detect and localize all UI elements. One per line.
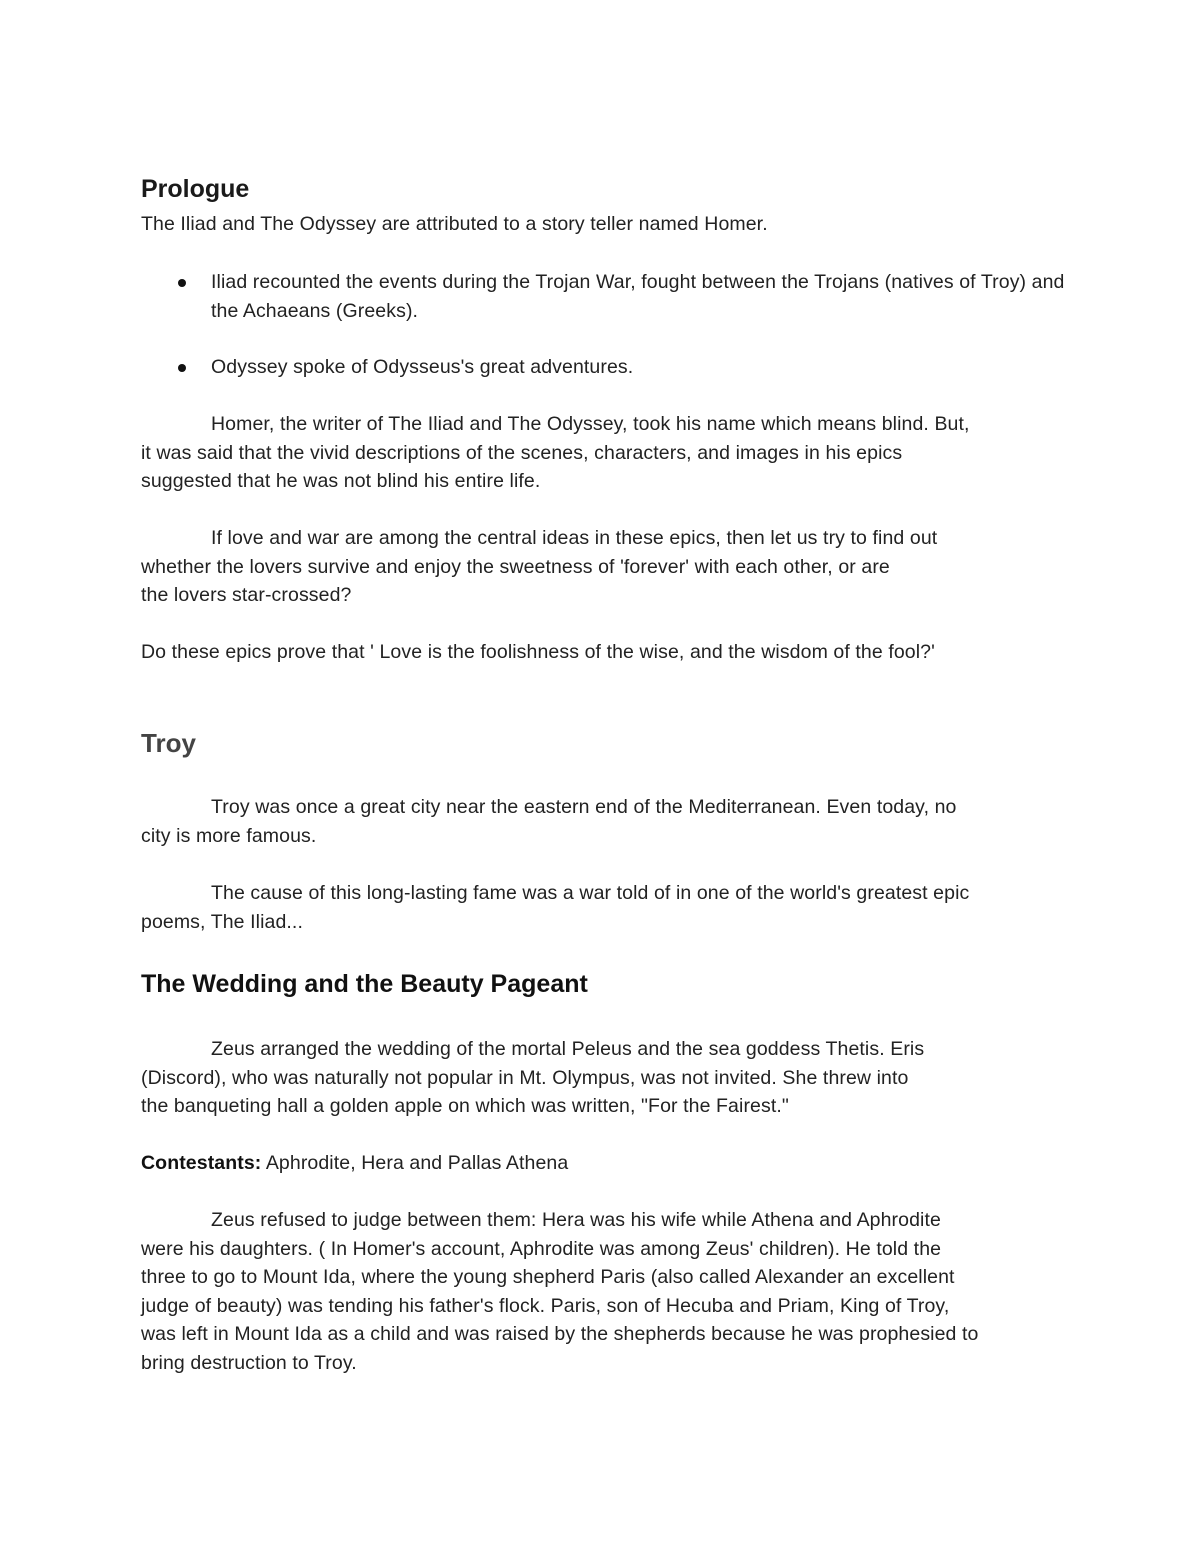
contestants-line <box>141 1149 1071 1178</box>
paragraph-line: If love and war are among the central ideas in these epics, then let us try to find out <box>211 527 938 549</box>
paragraph-line: poems, The Iliad... <box>141 910 303 933</box>
paragraph-line: was left in Mount Ida as a child and was raised by the shepherds because he was prophesied to <box>141 1323 979 1346</box>
paragraph-line: were his daughters. ( In Homer's account, Aphrodite was among Zeus' children). He told the <box>141 1237 942 1260</box>
prologue-heading: Prologue <box>141 175 250 203</box>
bullet-icon <box>178 279 186 287</box>
wedding-paragraph-judge <box>141 1206 1071 1378</box>
prologue-paragraph-love-war <box>141 524 1071 610</box>
paragraph-line: judge of beauty) was tending his father's flock. Paris, son of Hecuba and Priam, King of Troy, <box>141 1294 950 1317</box>
wedding-heading: The Wedding and the Beauty Pageant <box>141 970 588 998</box>
prologue-question: Do these epics prove that ' Love is the foolishness of the wise, and the wisdom of the fool?' <box>141 641 935 663</box>
paragraph-line: (Discord), who was naturally not popular in Mt. Olympus, was not invited. She threw into <box>141 1066 909 1089</box>
paragraph-line: three to go to Mount Ida, where the young shepherd Paris (also called Alexander an excellent <box>141 1266 955 1289</box>
paragraph-line: whether the lovers survive and enjoy the sweetness of 'forever' with each other, or are <box>141 555 890 578</box>
paragraph-line: Zeus arranged the wedding of the mortal Peleus and the sea goddess Thetis. Eris <box>211 1038 925 1060</box>
bullet-item-odyssey: Odyssey spoke of Odysseus's great adventures. <box>211 356 634 378</box>
paragraph-line: city is more famous. <box>141 824 317 847</box>
paragraph-line: Homer, the writer of The Iliad and The Odyssey, took his name which means blind. But, <box>211 413 970 435</box>
troy-paragraph-city <box>141 793 1071 850</box>
paragraph-line: suggested that he was not blind his entire life. <box>141 470 541 493</box>
paragraph-line: the banqueting hall a golden apple on which was written, "For the Fairest." <box>141 1095 789 1118</box>
prologue-paragraph-homer <box>141 410 1071 496</box>
paragraph-line: it was said that the vivid descriptions of the scenes, characters, and images in his epics <box>141 441 903 464</box>
paragraph-line: The cause of this long-lasting fame was a war told of in one of the world's greatest epic <box>211 882 970 904</box>
bullet-item-iliad: Iliad recounted the events during the Trojan War, fought between the Trojans (natives of Troy) and the Achaeans (Greeks). <box>211 271 1065 322</box>
contestants-value: Aphrodite, Hera and Pallas Athena <box>261 1152 569 1174</box>
paragraph-line: Troy was once a great city near the eastern end of the Mediterranean. Even today, no <box>211 796 957 818</box>
troy-heading: Troy <box>141 728 196 758</box>
troy-paragraph-fame <box>141 879 1071 936</box>
prologue-intro: The Iliad and The Odyssey are attributed to a story teller named Homer. <box>141 213 768 235</box>
paragraph-line: the lovers star-crossed? <box>141 584 352 607</box>
contestants-label: Contestants: <box>141 1152 262 1174</box>
bullet-icon <box>178 364 186 372</box>
paragraph-line: bring destruction to Troy. <box>141 1351 357 1374</box>
paragraph-line: Zeus refused to judge between them: Hera was his wife while Athena and Aphrodite <box>211 1209 941 1231</box>
wedding-paragraph-zeus <box>141 1035 1071 1121</box>
